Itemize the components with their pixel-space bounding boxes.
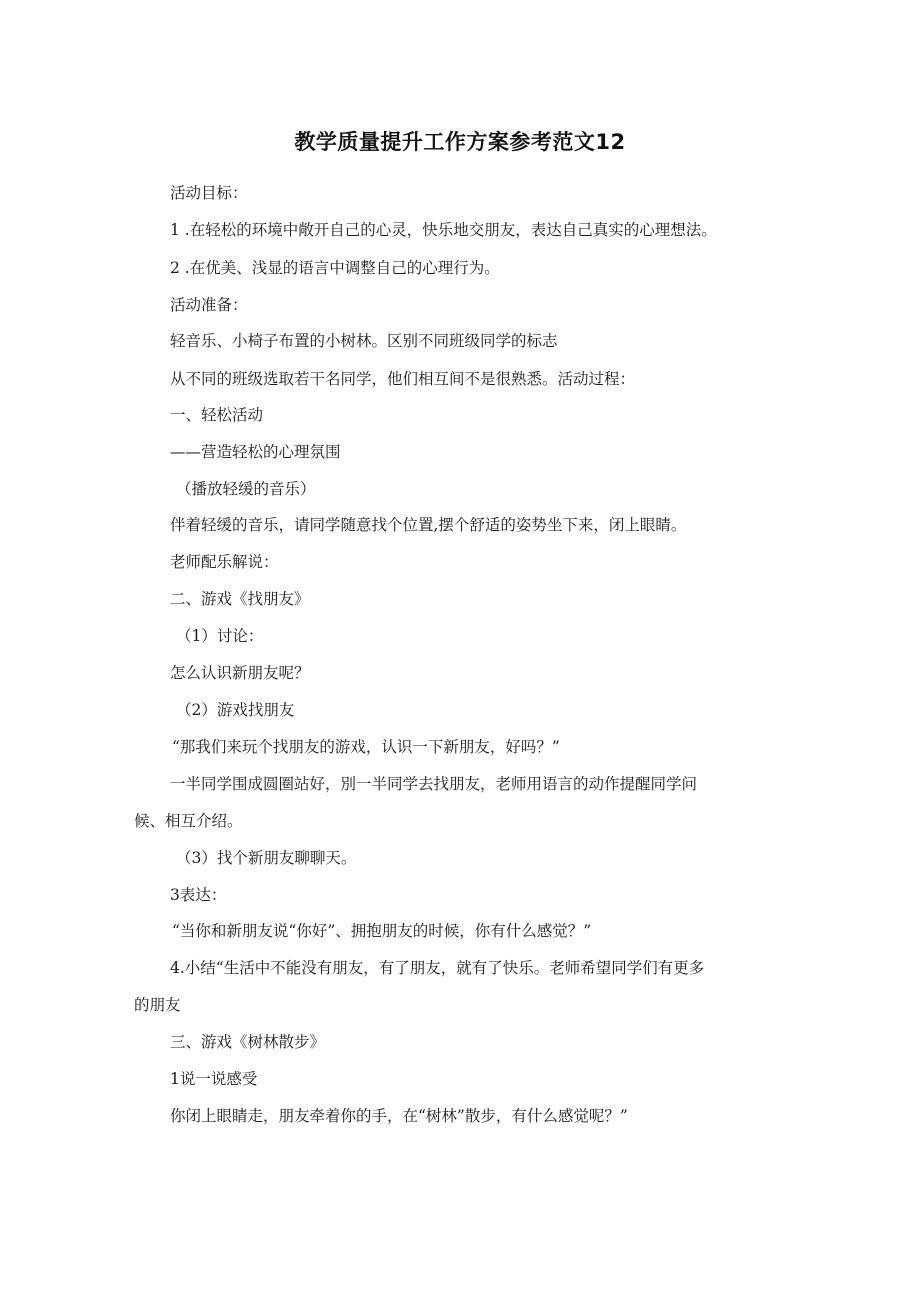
text-line: 3表达： [170, 886, 227, 904]
text-line: 活动准备： [170, 296, 248, 314]
text-line: 的朋友 [134, 996, 181, 1014]
text-line: 活动目标： [170, 184, 248, 202]
text-line: 2 .在优美、浅显的语言中调整自己的心理行为。 [170, 259, 500, 277]
text-line: 轻音乐、小椅子布置的小树林。区别不同班级同学的标志 [170, 332, 558, 350]
text-line: （3）找个新朋友聊聊天。 [176, 849, 357, 867]
text-line: 三、游戏《树林散步》 [170, 1033, 326, 1051]
text-line: 老师配乐解说： [170, 553, 279, 571]
text-line: ——营造轻松的心理氛围 [170, 443, 341, 461]
text-line: 4.小结“生活中不能没有朋友，有了朋友，就有了快乐。老师希望同学们有更多 [170, 959, 705, 977]
text-line: （2）游戏找朋友 [176, 701, 295, 719]
text-line: 一半同学围成圆圈站好，別一半同学去找朋友，老师用语言的动作提醒同学问 [170, 775, 698, 793]
document-title: 教学质量提升工作方案参考范文12 [294, 130, 626, 154]
text-line: 伴着轻缓的音乐，请同学随意找个位置,摆个舒适的姿势坐下来，闭上眼睛。 [170, 516, 687, 534]
text-line: 1说一说感受 [170, 1070, 258, 1088]
text-line: 怎么认识新朋友呢？ [170, 664, 310, 682]
text-line: 从不同的班级选取若干名同学，他们相互间不是很熟悉。活动过程： [170, 370, 636, 388]
text-line: 候、相互介绍。 [134, 812, 243, 830]
text-line: “那我们来玩个找朋友的游戏，认识一下新朋友，好吗？” [172, 738, 560, 756]
text-line: “当你和新朋友说“你好”、拥抱朋友的时候，你有什么感觉？” [172, 922, 592, 940]
text-line: （1）讨论： [176, 627, 264, 645]
text-line: 你闭上眼睛走，朋友牵着你的手，在“树林”散步，有什么感觉呢？” [170, 1107, 628, 1125]
text-line: 二、游戏《找朋友》 [170, 590, 310, 608]
text-line: 一、轻松活动 [170, 406, 264, 424]
text-line: （播放轻缓的音乐） [176, 480, 316, 498]
text-line: 1 .在轻松的环境中敞开自己的心灵，快乐地交朋友，表达自己真实的心理想法。 [170, 221, 717, 239]
